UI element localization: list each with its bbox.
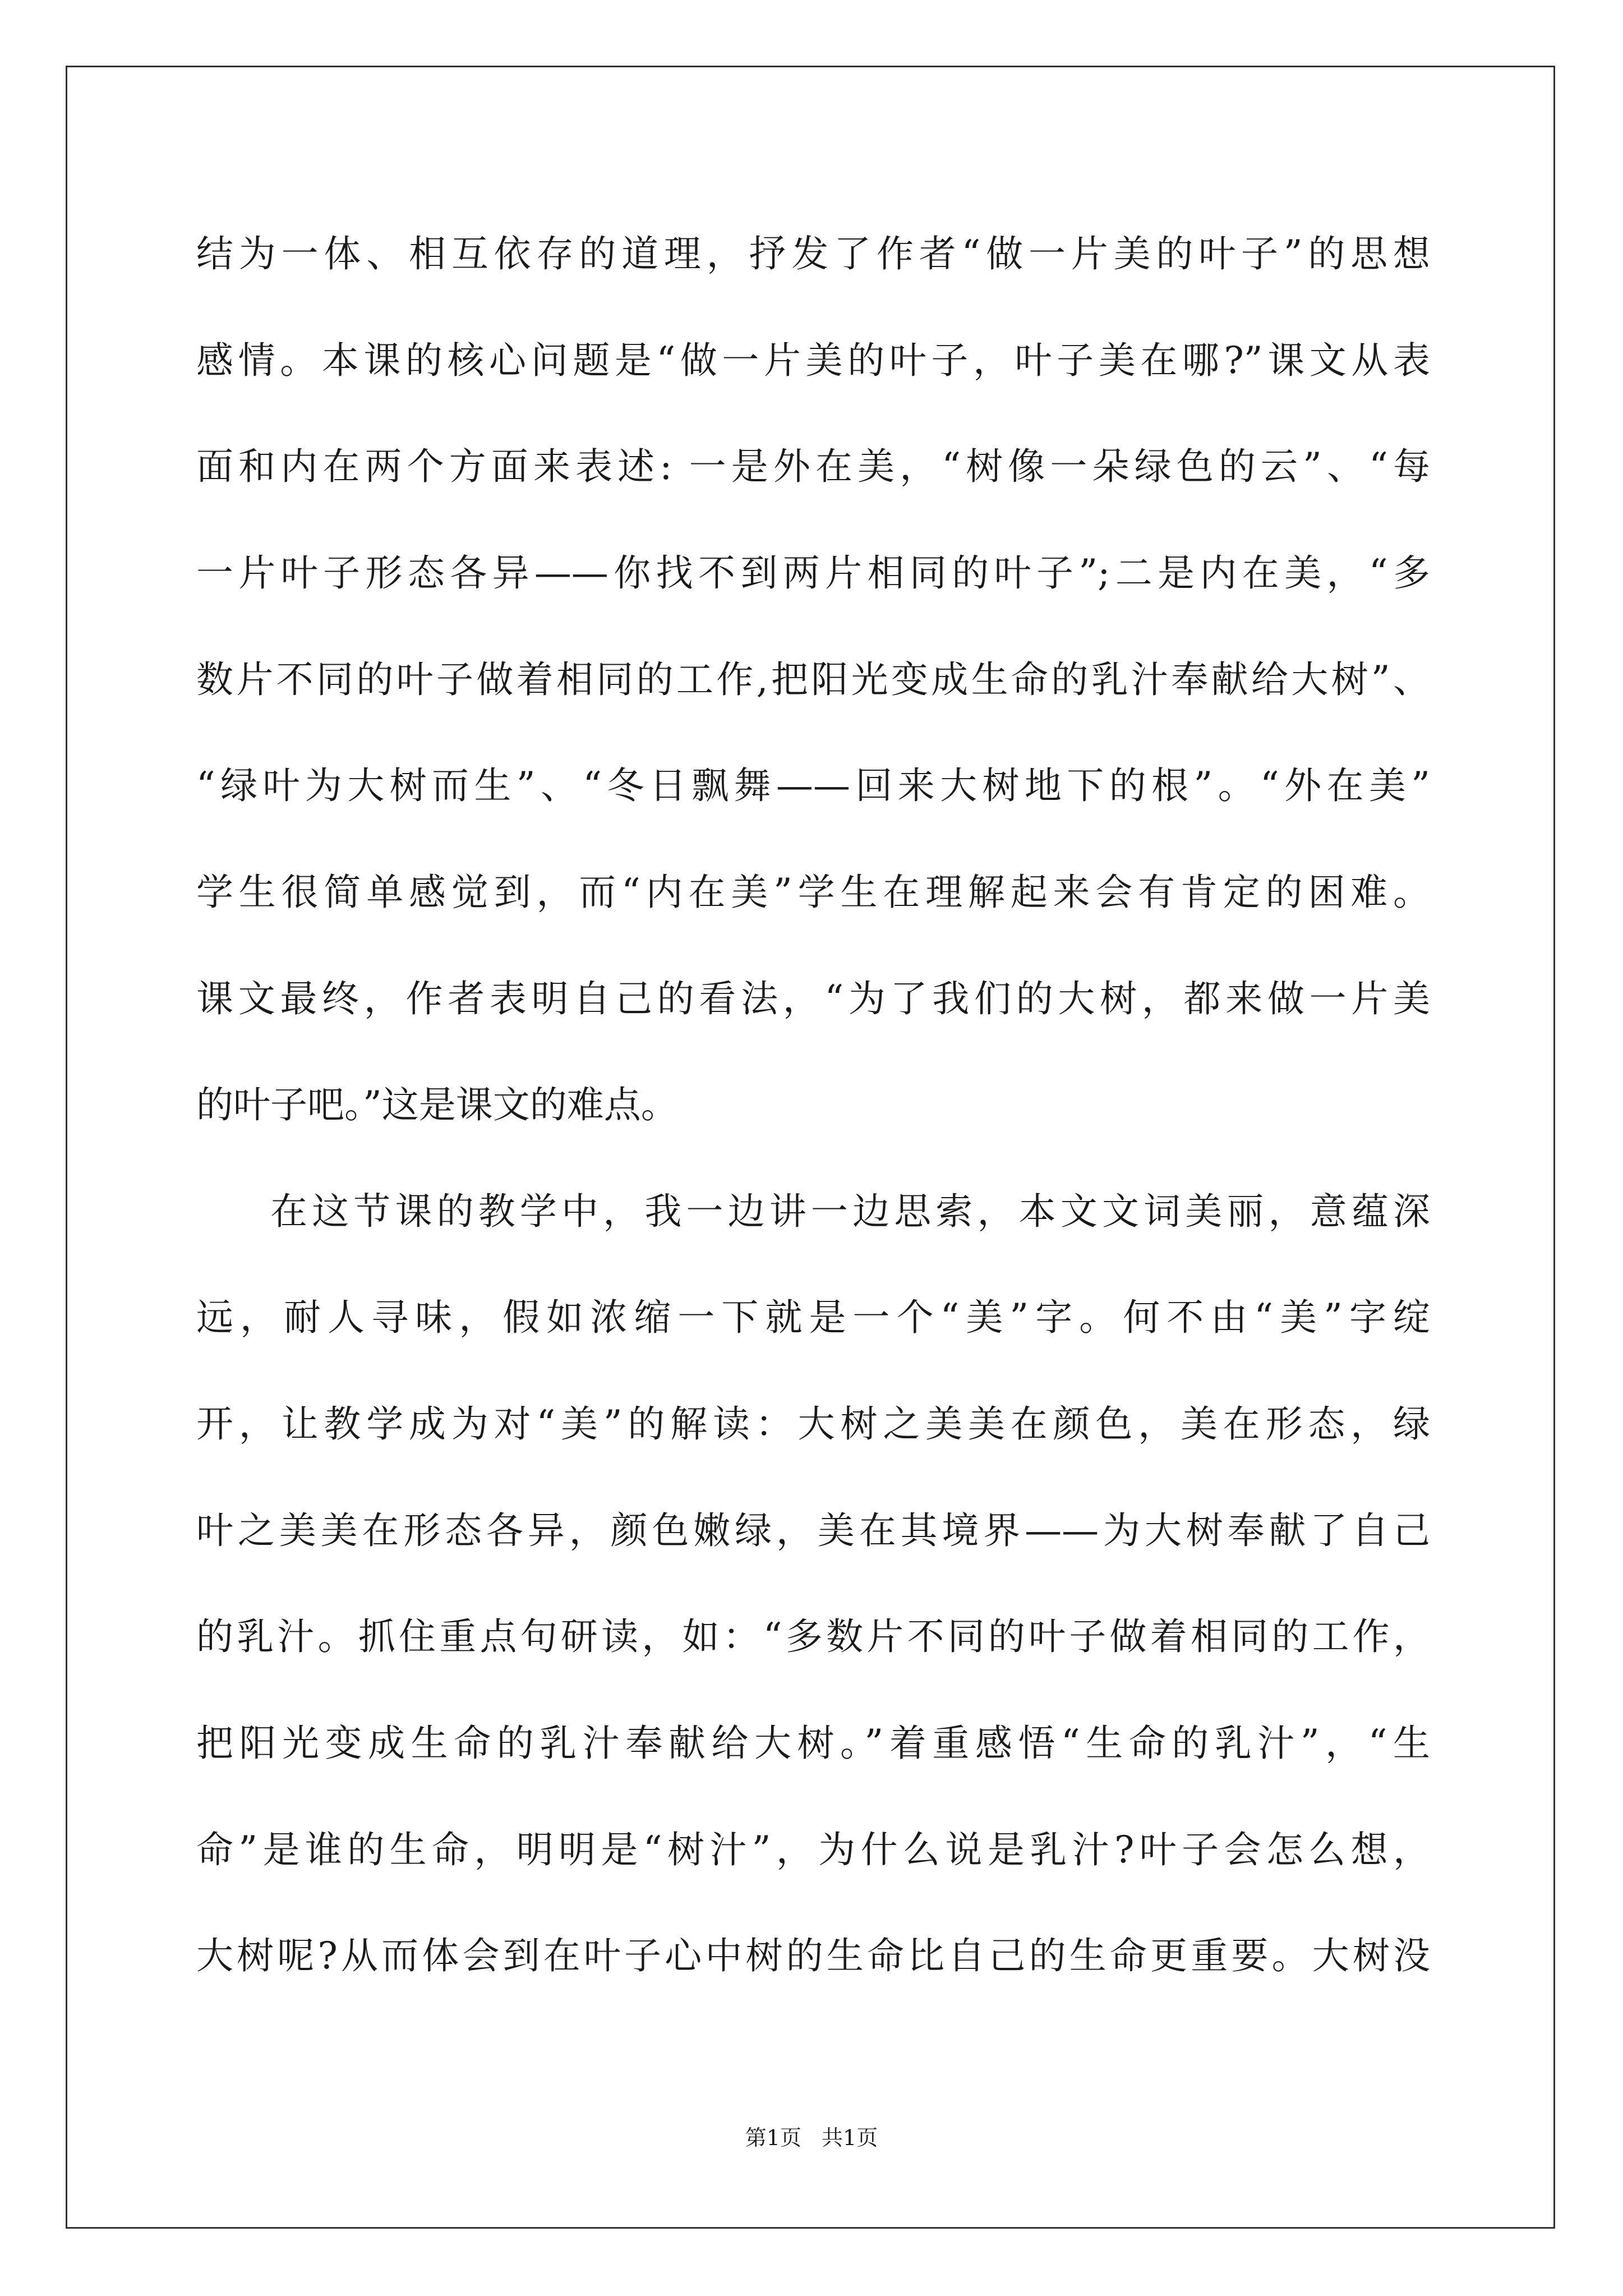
page-number: 第1页 [745, 2125, 801, 2150]
text-line: 开，让教学成为对“美”的解读：大树之美美在颜色，美在形态，绿 [196, 1402, 1430, 1446]
text-line: 把阳光变成生命的乳汁奉献给大树。”着重感悟“生命的乳汁”，“生 [196, 1722, 1430, 1765]
text-line: 课文最终，作者表明自己的看法，“为了我们的大树，都来做一片美 [196, 977, 1430, 1020]
text-line: 的叶子吧。”这是课文的难点。 [196, 1083, 678, 1126]
text-line: 结为一体、相互依存的道理，抒发了作者“做一片美的叶子”的思想 [196, 232, 1430, 275]
text-line: 学生很简单感觉到，而“内在美”学生在理解起来会有肯定的困难。 [196, 871, 1430, 914]
text-line: 面和内在两个方面来表述: 一是外在美，“树像一朵绿色的云”、“每 [196, 445, 1430, 488]
page-total: 共1页 [822, 2125, 878, 2150]
text-line: 命”是谁的生命，明明是“树汁”，为什么说是乳汁?叶子会怎么想， [196, 1828, 1430, 1871]
text-line: 叶之美美在形态各异，颜色嫩绿，美在其境界——为大树奉献了自己 [196, 1509, 1430, 1552]
text-line: 一片叶子形态各异——你找不到两片相同的叶子”;二是内在美，“多 [196, 551, 1430, 595]
text-line: 数片不同的叶子做着相同的工作,把阳光变成生命的乳汁奉献给大树”、 [196, 658, 1430, 701]
text-line: 在这节课的教学中，我一边讲一边思索，本文文词美丽，意蕴深 [270, 1190, 1430, 1233]
text-line: 远，耐人寻味，假如浓缩一下就是一个“美”字。何不由“美”字绽 [196, 1296, 1430, 1339]
page-footer [0, 2124, 1623, 2152]
text-line: 大树呢?从而体会到在叶子心中树的生命比自己的生命更重要。大树没 [196, 1934, 1430, 1977]
page-frame [66, 66, 1555, 2229]
text-line: 感情。本课的核心问题是“做一片美的叶子，叶子美在哪?”课文从表 [196, 339, 1430, 382]
text-line: 的乳汁。抓住重点句研读，如：“多数片不同的叶子做着相同的工作， [196, 1615, 1430, 1658]
text-line: “绿叶为大树而生”、“冬日飘舞——回来大树地下的根”。“外在美” [196, 764, 1430, 807]
